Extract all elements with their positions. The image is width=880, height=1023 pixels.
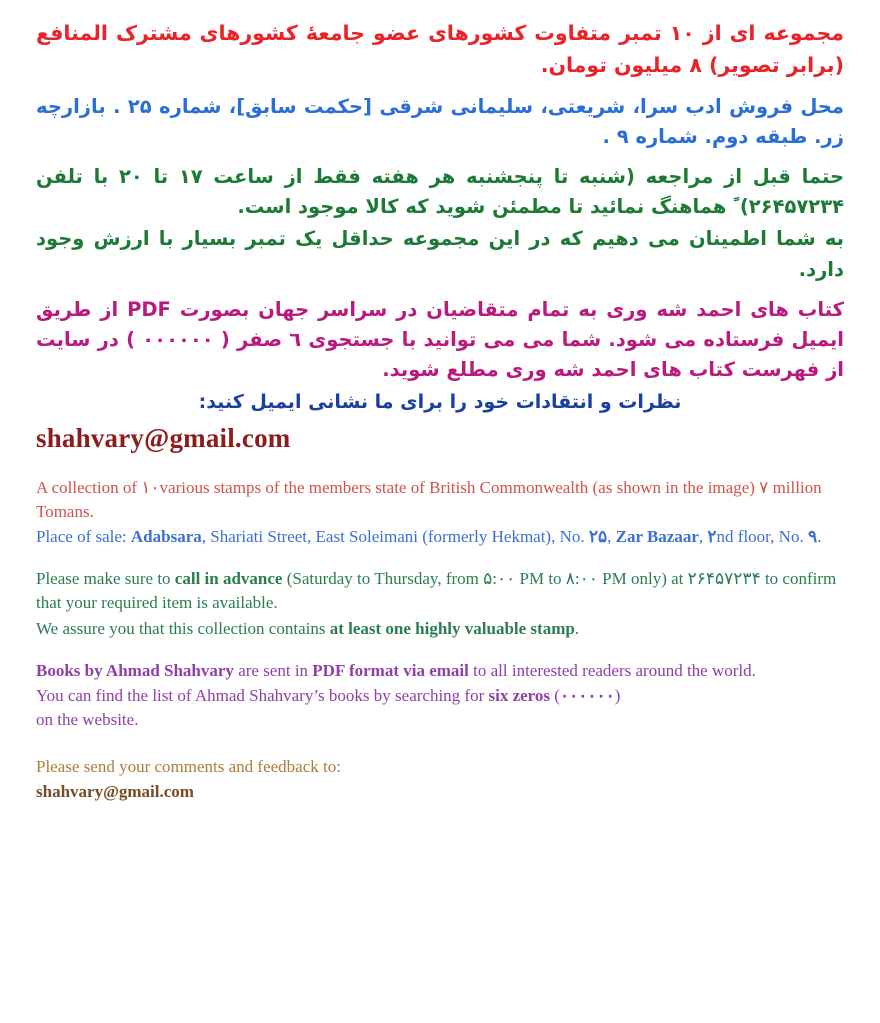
spacer bbox=[36, 84, 844, 92]
collection-text-2: various stamps of the members state of British Commonwealth (as shown in the image) bbox=[159, 477, 760, 497]
english-call-in-advance bbox=[36, 567, 844, 615]
english-email-address[interactable]: shahvary@gmail.com bbox=[36, 782, 194, 802]
call-phone-number: ۲۶۴۵۷۲۳۴ bbox=[687, 569, 761, 589]
call-text-1: Please make sure to bbox=[36, 569, 175, 589]
spacer bbox=[36, 454, 844, 476]
assure-text-1: We assure you that this collection contains bbox=[36, 618, 330, 638]
search-text-1: You can find the list of Ahmad Shahvary’s books by searching for bbox=[36, 685, 489, 705]
spacer bbox=[36, 287, 844, 295]
search-text-4: on the website. bbox=[36, 709, 139, 729]
assure-bold-phrase: at least one highly valuable stamp bbox=[329, 618, 575, 638]
place-label: Place of sale: bbox=[36, 527, 131, 547]
books-bold-author: Books by Ahmad Shahvary bbox=[36, 660, 234, 680]
spacer bbox=[36, 550, 844, 567]
books-text-2: to all interested readers around the world. bbox=[468, 660, 756, 680]
place-comma: , bbox=[607, 527, 616, 547]
place-text-1: , Shariati Street, East Soleimani (formerly Hekmat), No. bbox=[201, 527, 589, 547]
place-bazaar-name: Zar Bazaar bbox=[615, 527, 699, 547]
english-section bbox=[36, 476, 844, 804]
spacer bbox=[36, 642, 844, 659]
place-unit-number: ۹ bbox=[807, 527, 818, 547]
search-text-2: ( bbox=[550, 685, 560, 705]
collection-count: ۱۰ bbox=[141, 477, 160, 497]
persian-assurance: به شما اطمینان می دهیم که در این مجموعه حداقل یک تمبر بسیار با ارزش وجود دارد. bbox=[36, 227, 844, 281]
search-text-3: ) bbox=[614, 685, 621, 705]
assure-text-2: . bbox=[574, 618, 580, 638]
call-text-4: PM only) at bbox=[597, 569, 688, 589]
english-place-of-sale bbox=[36, 525, 844, 549]
collection-price: ۷ bbox=[759, 477, 769, 497]
search-bold-phrase: six zeros bbox=[488, 685, 551, 705]
persian-books-note: کتاب های احمد شه وری به تمام متقاضیان در سراسر جهان بصورت PDF از طریق ایمیل فرستاده می شود. شما می می توانید با جستجوی ٦ صفر ( ۰۰۰۰۰۰ ) در سایت از فهرست کتاب های احمد شه وری مطلع شوید. bbox=[36, 297, 845, 382]
collection-text-1: A collection of bbox=[36, 477, 142, 497]
call-bold-phrase: call in advance bbox=[174, 569, 283, 589]
call-time-from: ۵:۰۰ bbox=[483, 569, 516, 589]
spacer bbox=[36, 154, 844, 162]
persian-call-in-advance: حتما قبل از مراجعه (شنبه تا پنجشنبه هر هفته فقط از ساعت ۱۷ تا ۲۰ با تلفن ۲۶۴۵۷۲۳۴) ً هماهنگ نمائید تا مطمئن شوید که کالا موجود است. bbox=[36, 164, 844, 219]
persian-headline: مجموعه ای از ۱۰ تمبر متفاوت کشورهای عضو جامعهٔ کشورهای مشترک المنافع (برابر تصویر) ۸ میلیون تومان. bbox=[36, 21, 844, 77]
spacer bbox=[36, 733, 844, 755]
books-text-1: are sent in bbox=[233, 660, 313, 680]
persian-section bbox=[36, 18, 844, 417]
place-floor-number: ۲ bbox=[707, 527, 717, 547]
place-text-2: , bbox=[698, 527, 708, 547]
english-assurance bbox=[36, 617, 844, 641]
english-feedback-label: Please send your comments and feedback to: bbox=[36, 757, 341, 777]
place-text-3: nd floor, No. bbox=[716, 527, 808, 547]
collection-text-3: million Tomans. bbox=[36, 477, 822, 522]
persian-email-address[interactable]: shahvary@gmail.com bbox=[36, 422, 291, 453]
place-period: . bbox=[817, 527, 822, 547]
persian-feedback-label: نظرات و انتقادات خود را برای ما نشانی ایمیل کنید: bbox=[198, 390, 682, 413]
call-text-3: PM to bbox=[515, 569, 566, 589]
place-shop-name: Adabsara bbox=[130, 527, 202, 547]
books-bold-format: PDF format via email bbox=[312, 660, 469, 680]
english-search-note bbox=[36, 684, 844, 732]
search-zeros: ۰۰۰۰۰۰ bbox=[559, 685, 615, 705]
english-collection-line bbox=[36, 476, 844, 524]
call-time-to: ۸:۰۰ bbox=[565, 569, 598, 589]
persian-place-of-sale: محل فروش ادب سرا، شریعتی، سلیمانی شرقی [حکمت سابق]، شماره ۲۵ . بازارچه زر. طبقه دوم. شماره ۹ . bbox=[36, 94, 844, 148]
place-number: ۲۵ bbox=[588, 527, 608, 547]
call-text-5: to confirm that your required item is available. bbox=[36, 569, 837, 613]
english-books-note bbox=[36, 659, 844, 683]
call-text-2: (Saturday to Thursday, from bbox=[282, 569, 484, 589]
